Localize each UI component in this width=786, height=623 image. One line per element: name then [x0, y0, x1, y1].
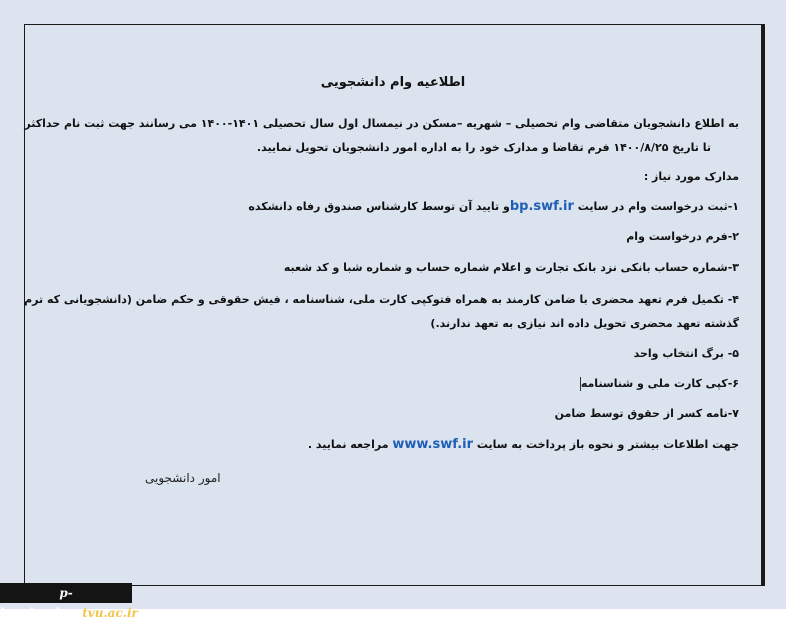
bp-swf-link[interactable]: bp.swf.ir	[509, 199, 574, 214]
doc-item-4-line-1: ۴- تکمیل فرم تعهد محضری با ضامن کارمند به همراه فتوکپی کارت ملی، شناسنامه ، فیش حقوقی و حکم ضامن (دانشجویانی که ترم	[24, 293, 739, 306]
footer-prefix: جهت اطلاعات بیشتر و نحوه باز پرداخت به سایت	[473, 438, 739, 451]
footer-note	[308, 437, 739, 452]
footer-suffix: مراجعه نمایید .	[307, 438, 393, 451]
document-page	[24, 24, 762, 586]
doc-item-6-text: ۶-کپی کارت ملی و شناسنامه	[580, 377, 739, 390]
swf-link[interactable]: www.swf.ir	[392, 437, 473, 452]
required-docs-heading: مدارک مورد نیاز :	[643, 170, 739, 183]
page-shadow-edge	[762, 24, 765, 586]
doc-item-2: ۲-فرم درخواست وام	[626, 230, 739, 243]
doc-item-5: ۵- برگ انتخاب واحد	[633, 347, 739, 360]
doc-item-1-prefix: ۱-ثبت درخواست وام در سایت	[573, 200, 739, 213]
doc-item-6	[578, 377, 739, 391]
document-body	[25, 25, 761, 585]
watermark-accent: tvu.ac.ir	[82, 606, 138, 620]
doc-item-7: ۷-نامه کسر از حقوق توسط ضامن	[554, 407, 739, 420]
intro-line-2: تا تاریخ ۱۴۰۰/۸/۲۵ فرم تقاضا و مدارک خود را به اداره امور دانشجویان تحویل نمایید.	[256, 141, 711, 154]
doc-item-1-suffix: و تایید آن توسط کارشناس صندوق رفاه دانشکده	[248, 200, 510, 213]
signature: امور دانشجویی	[145, 471, 221, 485]
document-title: اطلاعیه وام دانشجویی	[320, 75, 466, 90]
intro-line-1: به اطلاع دانشجویان متقاضی وام تحصیلی – شهریه –مسکن در نیمسال اول سال تحصیلی ۱۴۰۱-۱۴۰۰ می رسانند جهت ثبت نام حداکثر	[24, 117, 739, 130]
doc-item-1	[248, 199, 739, 214]
doc-item-4-line-2: گذشته تعهد محضری تحویل داده اند نیازی به تعهد ندارند.)	[430, 317, 739, 330]
site-watermark	[0, 583, 138, 620]
doc-item-3: ۳-شماره حساب بانکی نزد بانک تجارت و اعلام شماره حساب و شماره شبا و کد شعبه	[283, 261, 739, 274]
watermark-main: p-bandarabas.	[0, 586, 83, 620]
